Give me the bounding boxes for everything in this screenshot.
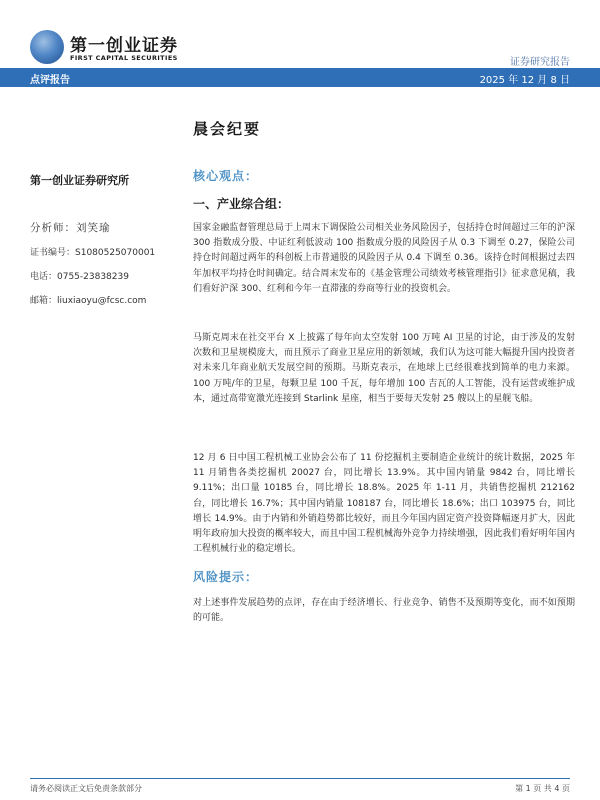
footer-divider: [30, 778, 570, 779]
page-number: 第 1 页 共 4 页: [515, 784, 570, 793]
paragraph-excavator: 12 月 6 日中国工程机械工业协会公布了 11 份挖掘机主要制造企业统计的统计数据，2025 年 11 月销售各类挖掘机 20027 台，同比增长 13.9%。其中国内销量 9842 台，同比增长 9.11%；出口量 10185 台，同比增长 18.8%。2025 年 1-11 月，共销售挖掘机 212162 台，同比增长 16.7%；其中国内销量 108187 台，同比增长 18.6%；出口 103975 台，同比增长 14.9%。由于内销和外销趋势都比较好，而且今年国内固定资产投资降幅逐月扩大，因此明年政府加大投资的概率较大，而且中国工程机械海外竞争力持续增强，因此我们看好明年国内工程机械行业的稳定增长。: [193, 453, 575, 555]
risk-heading: 风险提示：: [193, 570, 259, 584]
logo-text-en: FIRST CAPITAL SECURITIES: [70, 54, 178, 62]
footer-disclaimer: 请务必阅读正文后免责条款部分: [30, 784, 142, 793]
phone-number: 电话：0755-23838239: [30, 272, 129, 282]
logo-globe-icon: [30, 30, 64, 64]
report-date: 2025 年 12 月 8 日: [479, 75, 570, 86]
section-heading: 一、产业综合组：: [193, 197, 290, 211]
risk-paragraph: 对上述事件发展趋势的点评，存在由于经济增长、行业竞争、销售不及预期等变化，而不如预期的可能。: [193, 598, 575, 624]
paragraph-space: 马斯克周末在社交平台 X 上披露了每年向太空发射 100 万吨 AI 卫星的讨论，由于涉及的发射次数和卫星规模庞大，而且预示了商业卫星应用的新领域，我们认为这可能大幅提升国内投资者对未来几年商业航天发展空间的预期。马斯克表示，在地球上已经很难找到简单的电力来源。100 万吨/年的卫星，每颗卫星 100 千瓦，每年增加 100 吉瓦的人工智能，没有运营或维护成本，通过高带宽激光连接到 Starlink 星座，相当于要每天发射 25 艘以上的星舰飞船。: [193, 333, 575, 404]
paragraph-insurance: 国家金融监督管理总局于上周末下调保险公司相关业务风险因子，包括持仓时间超过三年的沪深 300 指数成分股、中证红利低波动 100 指数成分股的风险因子从 0.3 下调至 0.27，保险公司持仓时间超过两年的科创板上市普通股的风险因子从 0.4 下调至 0.36。该持仓时间根据过去四年加权平均持仓时间确定。结合周末发布的《基金管理公司绩效考核管理指引》征求意见稿，我们看好沪深 300、红利和今年一直滞涨的券商等行业的投资机会。: [193, 223, 575, 294]
report-type: 证券研究报告: [510, 57, 570, 68]
report-category: 点评报告: [30, 75, 70, 86]
company-logo: [30, 30, 200, 68]
page-title: 晨会纪要: [193, 120, 262, 138]
sidebar: [30, 172, 170, 317]
email-address[interactable]: 邮箱：liuxiaoyu@fcsc.com: [30, 296, 147, 306]
core-views-heading: 核心观点：: [193, 169, 259, 183]
header-bar: [0, 68, 600, 87]
institute-name: 第一创业证券研究所: [30, 174, 129, 187]
certificate-number: 证书编号：S1080525070001: [30, 248, 156, 258]
analyst-name: 分析师：刘笑瑜: [30, 222, 111, 234]
logo-text-cn: 第一创业证券: [70, 36, 178, 56]
